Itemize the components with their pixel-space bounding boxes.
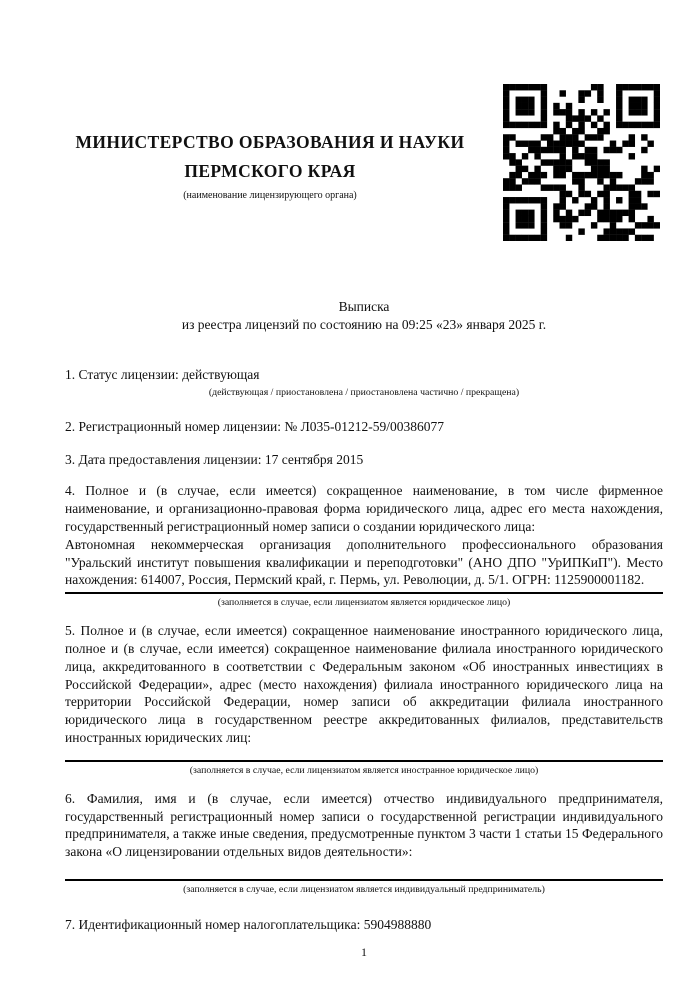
document-body — [65, 0, 663, 960]
foreign-entity-description: 5. Полное и (в случае, если имеется) сокращенное наименование иностранного юридического лица, полное и (в случае, если имеется) сокращенное наименование филиала иностранного юридического лица, аккредитованного в соответствии с Федеральным законом «Об иностранных инвестициях в Российской Федерации», адрес (место нахождения) филиала иностранного юридического лица на территории Российской Федерации, номер записи об аккредитации филиала иностранного юридического лица в государственном реестре аккредитованных филиалов, представительств иностранных юридических лиц: — [65, 623, 663, 745]
foreign-entity-caption: (заполняется в случае, если лицензиатом является иностранное юридическое лицо) — [189, 764, 539, 776]
registration-number-value: № Л035-01212-59/00386077 — [284, 418, 445, 434]
legal-entity-value: Автономная некоммерческая организация дополнительного профессионального образования "Уральский институт повышения квалификации и переподготовки" (АНО ДПО "УрИПКиП"). Место нахождения: 614007, Россия, Пермский край, г. Пермь, ул. Революции, д. 5/1. ОГРН: 1125900001182. — [65, 536, 663, 588]
legal-entity-description: 4. Полное и (в случае, если имеется) сокращенное наименование, в том числе фирменное наименование, и организационно-правовая форма юридического лица, адрес его места нахождения, государственный регистрационный номер записи о создании юридического лица: — [65, 483, 663, 534]
document-title-line2: из реестра лицензий по состоянию на 09:25 «23» января 2025 г. — [181, 317, 547, 332]
ministry-caption: (наименование лицензирующего органа) — [183, 190, 357, 201]
individual-entrepreneur-caption: (заполняется в случае, если лицензиатом является индивидуальный предприниматель) — [183, 883, 545, 895]
document-title-line1: Выписка — [338, 299, 390, 314]
page-number: 1 — [361, 944, 367, 959]
item-taxpayer-number — [65, 916, 663, 934]
license-status-caption: (действующая / приостановлена / приостановлена частично / прекращена) — [208, 386, 520, 398]
item-license-date — [65, 451, 663, 469]
item-foreign-entity — [65, 622, 663, 777]
legal-entity-caption: (заполняется в случае, если лицензиатом является юридическое лицо) — [217, 597, 511, 609]
license-date-value: 17 сентября 2015 — [264, 451, 364, 467]
ministry-name-line1: МИНИСТЕРСТВО ОБРАЗОВАНИЯ И НАУКИ — [75, 132, 465, 152]
individual-entrepreneur-description: 6. Фамилия, имя и (в случае, если имеется) отчество индивидуального предпринимателя, государственный регистрационный номер записи о государственной регистрации индивидуального предпринимателя, а также иные сведения, предусмотренные пунктом 3 части 1 статьи 15 Федерального закона «О лицензировании отдельных видов деятельности»: — [65, 790, 663, 860]
license-date-label: 3. Дата предоставления лицензии: — [65, 451, 262, 467]
registration-number-label: 2. Регистрационный номер лицензии: — [65, 418, 282, 434]
legal-entity-rule — [65, 592, 663, 594]
license-status-value: действующая — [182, 367, 260, 382]
item-license-status — [65, 366, 663, 399]
document-title — [65, 298, 663, 334]
foreign-entity-rule — [65, 760, 663, 762]
license-status-label: 1. Статус лицензии: — [65, 367, 179, 382]
item-individual-entrepreneur — [65, 790, 663, 896]
taxpayer-number-label: 7. Идентификационный номер налогоплательщика: — [65, 916, 361, 932]
individual-entrepreneur-rule — [65, 879, 663, 881]
taxpayer-number-value: 5904988880 — [363, 916, 432, 932]
item-registration-number — [65, 418, 663, 436]
ministry-name-line2: ПЕРМСКОГО КРАЯ — [184, 161, 356, 181]
item-legal-entity — [65, 482, 663, 609]
